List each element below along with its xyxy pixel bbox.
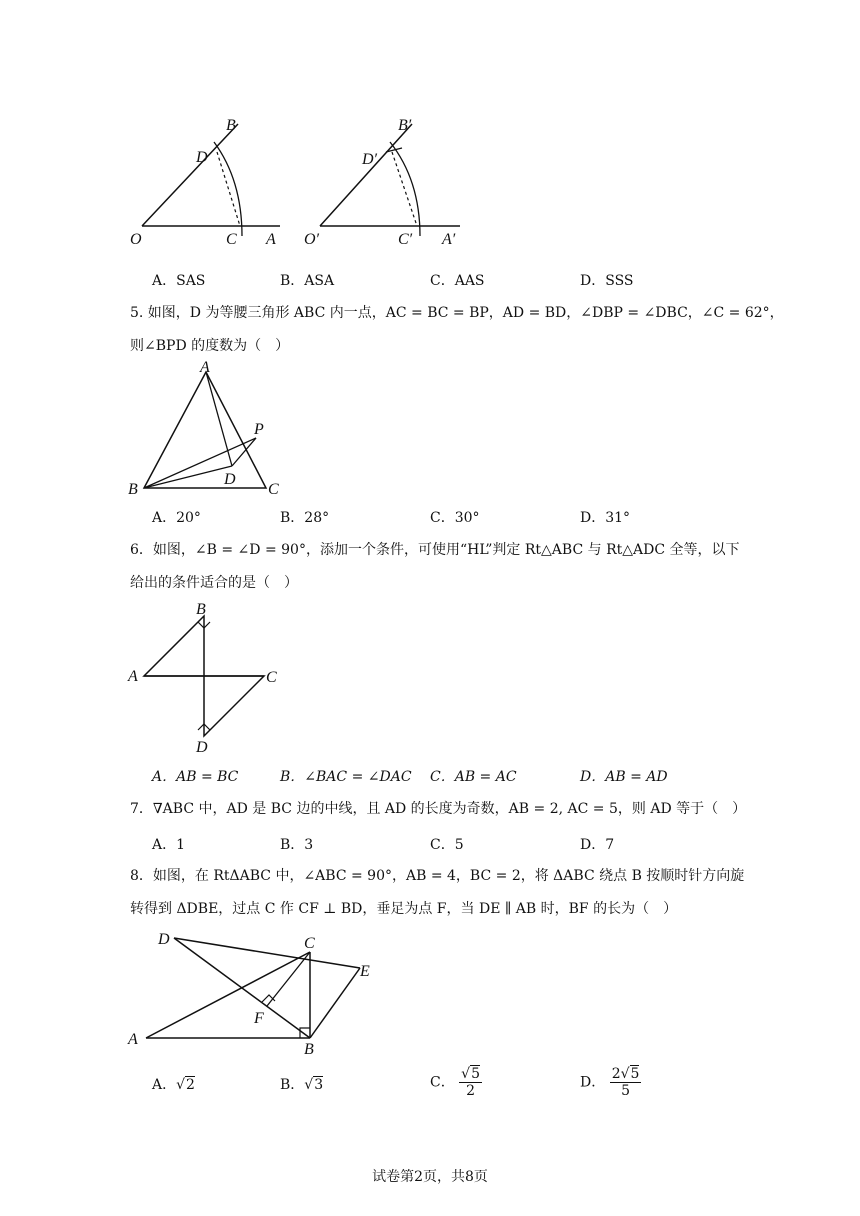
q4-option-c[interactable]: C．AAS bbox=[430, 273, 485, 289]
q7-option-c[interactable]: C．5 bbox=[430, 837, 464, 853]
q5-label-p: P bbox=[254, 421, 264, 438]
q4-fig1-label-o: O bbox=[130, 231, 142, 248]
q8-option-d[interactable] bbox=[580, 1066, 641, 1099]
q8-option-d-prefix: D． bbox=[580, 1074, 606, 1091]
q8-label-d: D bbox=[158, 931, 170, 948]
q8-option-c-denominator: 2 bbox=[466, 1083, 476, 1099]
radical-icon: √ bbox=[176, 1077, 186, 1093]
q7-stem-line1: 7．∇ABC 中，AD 是 BC 边的中线，且 AD 的长度为奇数，AB = 2, AC = 5，则 AD 等于（ ） bbox=[130, 801, 747, 817]
page-footer: 试卷第2页，共8页 bbox=[372, 1169, 488, 1185]
q4-option-b[interactable]: B．ASA bbox=[280, 273, 335, 289]
q6-option-a[interactable]: A．AB = BC bbox=[152, 769, 239, 785]
q8-option-a-prefix: A． bbox=[152, 1077, 177, 1093]
q8-option-a[interactable] bbox=[152, 1074, 195, 1094]
q8-option-c-fraction bbox=[459, 1066, 482, 1099]
q8-label-f: F bbox=[254, 1010, 264, 1027]
q6-option-d[interactable]: D．AB = AD bbox=[580, 769, 668, 785]
q8-label-a: A bbox=[128, 1031, 138, 1048]
q4-option-d[interactable]: D．SSS bbox=[580, 273, 634, 289]
q8-option-a-radicand: 2 bbox=[186, 1077, 195, 1093]
q5-figure bbox=[120, 360, 300, 500]
q8-stem-line2: 转得到 ΔDBE，过点 C 作 CF ⊥ BD，垂足为点 F，当 DE ∥ AB 时，BF 的长为（ ） bbox=[130, 901, 678, 917]
q4-option-a[interactable]: A．SAS bbox=[152, 273, 206, 289]
q4-fig2-label-b: B′ bbox=[398, 117, 412, 134]
q6-label-d: D bbox=[196, 739, 208, 756]
q5-option-c[interactable]: C．30° bbox=[430, 510, 480, 526]
q5-label-c: C bbox=[268, 481, 279, 498]
q8-label-e: E bbox=[360, 963, 370, 980]
radical-icon: √ bbox=[304, 1077, 314, 1093]
q7-option-a[interactable]: A．1 bbox=[152, 837, 186, 853]
q5-label-b: B bbox=[128, 481, 138, 498]
q8-option-c-numerator: 5 bbox=[471, 1066, 481, 1082]
q5-label-a: A bbox=[200, 360, 210, 376]
q6-option-c[interactable]: C．AB = AC bbox=[430, 769, 517, 785]
radical-icon: √ bbox=[620, 1066, 630, 1082]
q4-fig1-label-a: A bbox=[266, 231, 276, 248]
q4-fig2-label-a: A′ bbox=[442, 231, 456, 248]
q8-figure bbox=[120, 924, 390, 1059]
q8-label-b: B bbox=[304, 1041, 314, 1058]
q8-option-b-radicand: 3 bbox=[314, 1077, 324, 1093]
q5-stem-line2: 则∠BPD 的度数为（ ） bbox=[130, 338, 290, 354]
q4-fig1-label-c: C bbox=[226, 231, 237, 248]
q8-option-d-numerator: 5 bbox=[630, 1066, 640, 1082]
q5-option-d[interactable]: D．31° bbox=[580, 510, 631, 526]
q4-fig2-label-d: D′ bbox=[362, 151, 378, 168]
q6-stem-line2: 给出的条件适合的是（ ） bbox=[130, 575, 298, 591]
q6-figure bbox=[120, 598, 290, 756]
q8-option-c[interactable] bbox=[430, 1066, 482, 1099]
q8-option-d-coefficient: 2 bbox=[611, 1066, 621, 1082]
q5-option-b[interactable]: B．28° bbox=[280, 510, 330, 526]
q5-label-d: D bbox=[224, 471, 236, 488]
q8-stem-line1: 8．如图，在 RtΔABC 中，∠ABC = 90°，AB = 4，BC = 2，将 ΔABC 绕点 B 按顺时针方向旋 bbox=[130, 868, 745, 884]
q8-option-c-prefix: C． bbox=[430, 1074, 455, 1091]
q8-option-d-denominator: 5 bbox=[621, 1083, 631, 1099]
radical-icon: √ bbox=[461, 1066, 471, 1082]
q4-figures bbox=[120, 110, 480, 250]
q8-option-b[interactable] bbox=[280, 1074, 323, 1094]
q7-option-b[interactable]: B．3 bbox=[280, 837, 314, 853]
q5-option-a[interactable]: A．20° bbox=[152, 510, 201, 526]
q6-label-b: B bbox=[196, 601, 206, 618]
q6-option-b[interactable]: B．∠BAC = ∠DAC bbox=[280, 769, 412, 785]
q8-option-d-fraction bbox=[610, 1066, 642, 1099]
q6-stem-line1: 6．如图，∠B = ∠D = 90°，添加一个条件，可使用“HL”判定 Rt△ABC 与 Rt△ADC 全等，以下 bbox=[130, 542, 740, 558]
q6-label-c: C bbox=[266, 669, 277, 686]
q5-stem-line1: 5. 如图，D 为等腰三角形 ABC 内一点，AC = BC = BP，AD = BD，∠DBP = ∠DBC，∠C = 62°， bbox=[130, 305, 784, 321]
q7-option-d[interactable]: D．7 bbox=[580, 837, 615, 853]
q4-fig2-label-c: C′ bbox=[398, 231, 413, 248]
q4-fig2-label-o: O′ bbox=[304, 231, 320, 248]
q8-label-c: C bbox=[304, 935, 315, 952]
q8-option-b-prefix: B． bbox=[280, 1077, 305, 1093]
q4-fig1-label-b: B bbox=[226, 117, 236, 134]
q4-fig1-label-d: D bbox=[196, 149, 208, 166]
q6-label-a: A bbox=[128, 668, 138, 685]
